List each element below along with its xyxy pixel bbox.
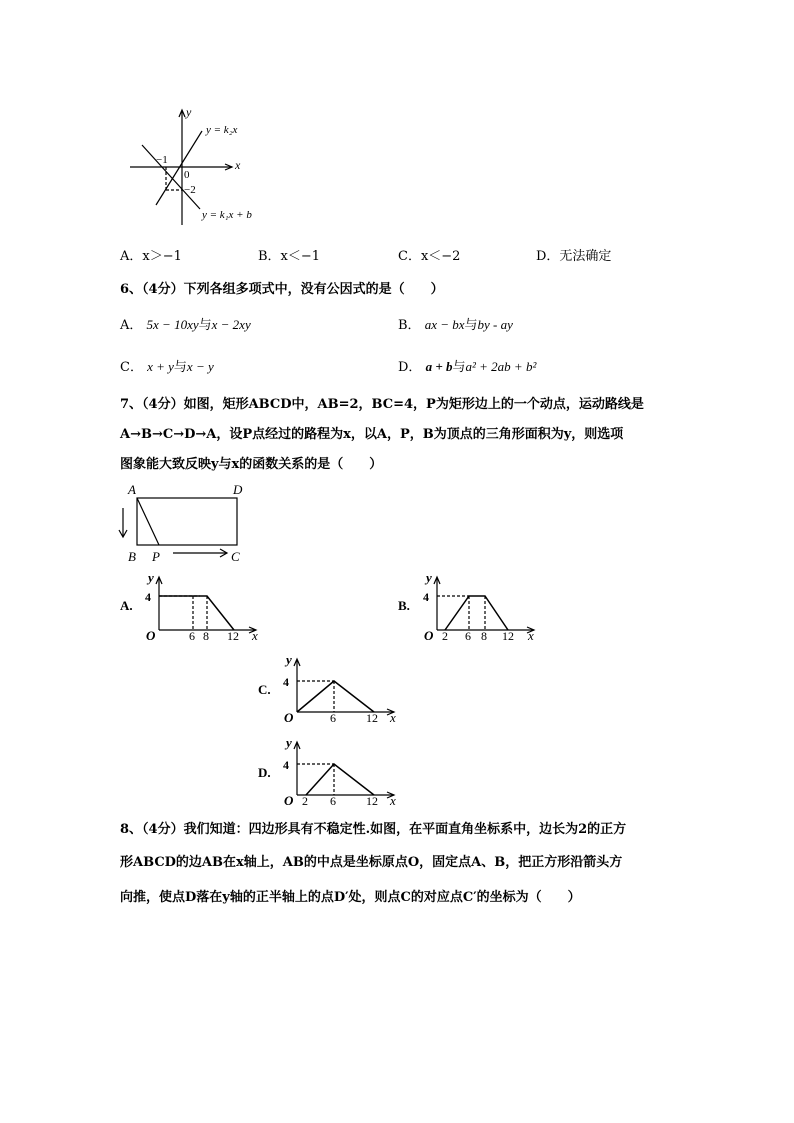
q7-graph-d-tick: 6	[330, 794, 336, 808]
q7-line1: 7、（4分）如图，矩形ABCD中，AB=2，BC=4，P为矩形边上的一个动点，运动路线是	[120, 397, 644, 412]
q5-option-b: B．x＜−1	[258, 249, 321, 264]
q7-graph-a-four: 4	[145, 590, 151, 604]
q5-option-c: C．x＜−2	[398, 249, 461, 264]
q7-graph-d	[256, 737, 406, 807]
q7-graph-b-y: y	[426, 570, 432, 585]
q5-option-a: A．x＞−1	[120, 249, 182, 264]
q5-option-d: D．无法确定	[536, 249, 612, 264]
q7-graph-b-tick: 2	[442, 629, 448, 643]
q7-graph-d-x: x	[390, 793, 396, 808]
q5-x-label: x	[235, 158, 241, 172]
q7-graph-b-label: B.	[398, 598, 410, 613]
q7-rect-p: P	[152, 549, 160, 564]
q7-graph-a-y: y	[148, 570, 154, 585]
q5-origin: 0	[184, 169, 190, 181]
q7-graph-a-tick: 6	[189, 629, 195, 643]
q7-graph-c-x: x	[390, 710, 396, 725]
q7-rectangle-figure	[115, 480, 250, 565]
q7-graph-b-o: O	[424, 628, 434, 643]
q7-line2: A→B→C→D→A，设P点经过的路程为x，以A，P，B为顶点的三角形面积为y，则选项	[120, 427, 624, 442]
q7-graph-c-label: C.	[258, 682, 271, 697]
q7-rect-a: A	[128, 482, 136, 497]
q7-graph-a-o: O	[146, 628, 156, 643]
q5-line2-label: y = k₁x + b	[202, 209, 252, 221]
q7-rect-d: D	[233, 482, 243, 497]
q6-option-d: D． a + b与a² + 2ab + b²	[398, 359, 537, 375]
q7-graph-a-x: x	[252, 628, 258, 643]
q7-graph-d-four: 4	[283, 758, 289, 772]
q7-graph-d-tick: 12	[366, 794, 378, 808]
q7-graph-d-y: y	[286, 735, 292, 750]
q7-rect-c: C	[231, 549, 240, 564]
q7-graph-d-o: O	[284, 793, 294, 808]
q7-graph-c-y: y	[286, 652, 292, 667]
q7-graph-a-tick: 12	[227, 629, 239, 643]
q7-graph-b-x: x	[528, 628, 534, 643]
q6-option-a: A． 5x − 10xy与x − 2xy	[120, 317, 251, 333]
q8-line3: 向推，使点D落在y轴的正半轴上的点D′处，则点C的对应点C′的坐标为（ ）	[120, 890, 581, 905]
q5-tick-neg2: −2	[184, 184, 196, 196]
q8-line1: 8、（4分）我们知道：四边形具有不稳定性.如图，在平面直角坐标系中，边长为2的正方	[120, 822, 627, 837]
q7-graph-c-four: 4	[283, 675, 289, 689]
q7-graph-c-o: O	[284, 710, 294, 725]
q7-line3: 图象能大致反映y与x的函数关系的是（ ）	[120, 457, 383, 472]
q7-graph-b-tick: 8	[481, 629, 487, 643]
q7-graph-a-label: A.	[120, 598, 133, 613]
q6-stem: 6、（4分）下列各组多项式中，没有公因式的是（ ）	[120, 282, 444, 297]
q7-graph-a-tick: 8	[203, 629, 209, 643]
q5-graph	[120, 105, 280, 230]
q7-graph-c-tick: 6	[330, 711, 336, 725]
q7-graph-c	[256, 654, 406, 724]
q7-graph-b-four: 4	[423, 590, 429, 604]
q8-line2: 形ABCD的边AB在x轴上，AB的中点是坐标原点O，固定点A、B，把正方形沿箭头方	[120, 855, 623, 870]
q5-tick-neg1: −1	[156, 154, 168, 166]
q7-graph-b-tick: 6	[465, 629, 471, 643]
q5-line1-label: y = k₂x	[206, 124, 238, 136]
q7-graph-d-tick: 2	[302, 794, 308, 808]
q7-graph-b-tick: 12	[502, 629, 514, 643]
q7-graph-b	[396, 572, 546, 642]
q6-option-b: B． ax − bx与by - ay	[398, 317, 513, 333]
q7-rect-b: B	[128, 549, 136, 564]
q7-graph-c-tick: 12	[366, 711, 378, 725]
q7-graph-a	[118, 572, 268, 642]
q7-graph-d-label: D.	[258, 765, 271, 780]
q6-option-c: C． x + y与x − y	[120, 359, 214, 375]
q5-y-label: y	[186, 105, 192, 119]
